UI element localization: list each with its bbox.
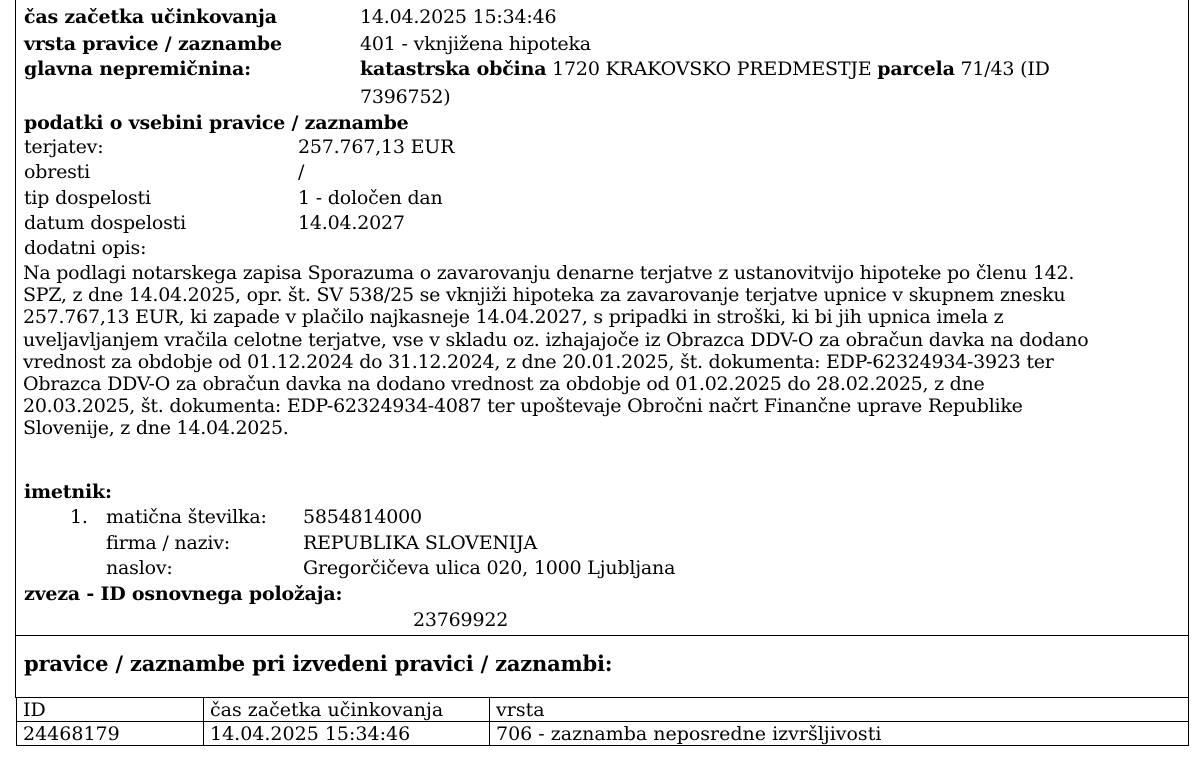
claim-value: 257.767,13 EUR <box>298 136 455 158</box>
derived-rights-heading: pravice / zaznambe pri izvedeni pravici / zaznambi: <box>24 651 613 676</box>
cadastral-municipality-value: 1720 KRAKOVSKO PREDMESTJE <box>552 58 872 80</box>
holder-index: 1. <box>70 506 88 528</box>
registration-number-label: matična številka: <box>106 506 267 528</box>
column-header-type: vrsta <box>490 698 1189 722</box>
base-position-id: 23769922 <box>413 609 509 631</box>
description-line: 257.767,13 EUR, ki zapade v plačilo najkasneje 14.04.2027, s pripadki in stroški, ki bi jih upnica imela z <box>23 306 1004 329</box>
address-label: naslov: <box>106 557 173 579</box>
table-cell-time: 14.04.2025 15:34:46 <box>204 722 490 746</box>
description-line: vrednost za obdobje od 01.12.2024 do 31.12.2024, z dne 20.01.2025, št. dokumenta: EDP-62324934-3923 ter <box>23 350 1054 373</box>
description-line: Obrazca DDV-O za obračun davka na dodano vrednost za obdobje od 01.02.2025 do 28.02.2025, z dne <box>23 372 985 395</box>
cadastral-municipality-label: katastrska občina <box>360 58 547 80</box>
parcel-value: 71/43 (ID <box>960 58 1050 80</box>
registration-number-value: 5854814000 <box>303 506 422 528</box>
base-position-heading: zveza - ID osnovnega položaja: <box>24 583 343 605</box>
description-line: SPZ, z dne 14.04.2025, opr. št. SV 538/25 se vknjiži hipoteka za zavarovanje terjatve upnice v skupnem znesku <box>23 284 1066 307</box>
parcel-label: parcela <box>877 58 955 80</box>
claim-label: terjatev: <box>24 136 104 158</box>
company-name-label: firma / naziv: <box>106 532 231 554</box>
table-row <box>17 722 1189 746</box>
description-text <box>23 262 1191 440</box>
column-header-time: čas začetka učinkovanja <box>204 698 490 722</box>
table-cell-id: 24468179 <box>17 722 204 746</box>
derived-rights-table <box>16 697 1189 746</box>
cropped-text-remnant <box>24 0 104 3</box>
maturity-date-label: datum dospelosti <box>24 212 186 234</box>
right-type-value: 401 - vknjižena hipoteka <box>360 33 591 55</box>
table-cell-type: 706 - zaznamba neposredne izvršljivosti <box>490 722 1189 746</box>
frame-right-border-lower <box>1188 636 1189 698</box>
company-name-value: REPUBLIKA SLOVENIJA <box>303 532 538 554</box>
parcel-id-continuation: 7396752) <box>360 86 451 108</box>
description-line: 20.03.2025, št. dokumenta: EDP-62324934-4087 ter upoštevaje Obročni načrt Finančne uprave Republike <box>23 395 1023 418</box>
holder-heading: imetnik: <box>24 481 112 503</box>
address-value: Gregorčičeva ulica 020, 1000 Ljubljana <box>303 557 676 579</box>
section-divider <box>15 635 1189 636</box>
maturity-type-label: tip dospelosti <box>24 187 151 209</box>
frame-left-border <box>15 0 16 635</box>
effect-time-label: čas začetka učinkovanja <box>24 6 277 28</box>
interest-value: / <box>298 161 305 183</box>
maturity-type-value: 1 - določen dan <box>298 187 443 209</box>
description-line: Na podlagi notarskega zapisa Sporazuma o zavarovanju denarne terjatve z ustanovitvijo hipoteke po členu 142. <box>23 262 1075 284</box>
description-line: Slovenije, z dne 14.04.2025. <box>23 417 289 440</box>
table-header-row <box>17 698 1189 722</box>
frame-left-border-lower <box>15 636 16 698</box>
interest-label: obresti <box>24 161 90 183</box>
maturity-date-value: 14.04.2027 <box>298 212 405 234</box>
effect-time-value: 14.04.2025 15:34:46 <box>360 6 557 28</box>
description-line: uveljavljanjem vračila celotne terjatve, vse v skladu oz. izhajajoče iz Obrazca DDV-O za obračun davka na dodano <box>23 328 1089 351</box>
right-type-label: vrsta pravice / zaznambe <box>24 33 282 55</box>
main-property-label: glavna nepremičnina: <box>24 58 251 80</box>
description-label: dodatni opis: <box>24 237 147 259</box>
content-heading: podatki o vsebini pravice / zaznambe <box>24 112 409 134</box>
main-property-value <box>360 58 1050 80</box>
column-header-id: ID <box>17 698 204 722</box>
